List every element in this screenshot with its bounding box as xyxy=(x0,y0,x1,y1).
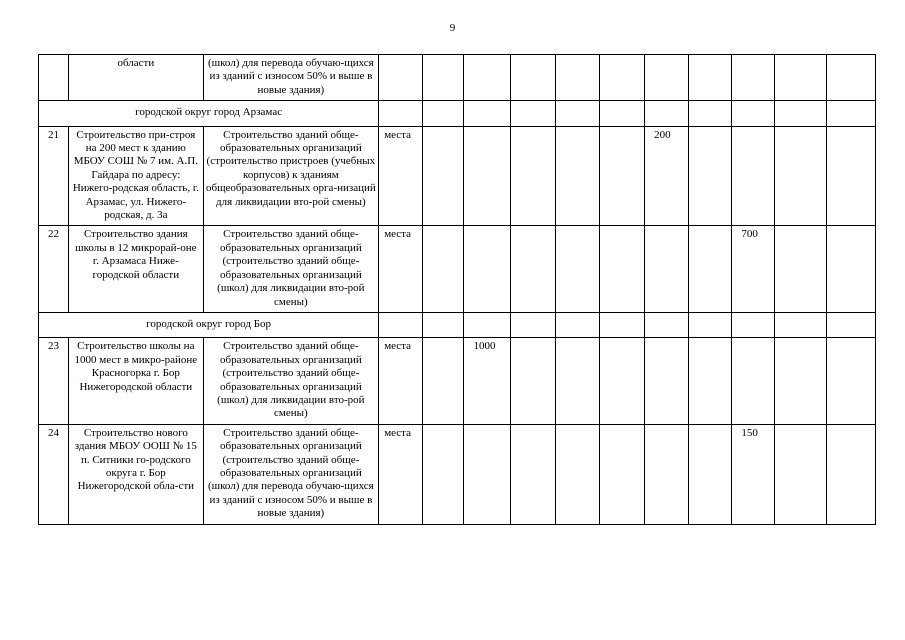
table-body xyxy=(39,55,876,525)
cell-value xyxy=(826,226,875,312)
cell-value xyxy=(689,338,732,424)
cell-direction: Строительство зданий обще-образовательных организаций (строительство зданий обще-образовательных организаций (школ) для ликвидации вто-рой смены) xyxy=(203,338,379,424)
cell-direction: Строительство зданий обще-образовательных организаций (строительство зданий обще-образовательных организаций (школ) для ликвидации вто-рой смены) xyxy=(203,226,379,312)
cell-value xyxy=(774,424,826,524)
cell-value xyxy=(732,338,774,424)
cell-value xyxy=(774,338,826,424)
cell-value xyxy=(599,126,644,226)
cell-value xyxy=(423,424,464,524)
cell-value xyxy=(826,424,875,524)
cell-unit: места xyxy=(379,126,423,226)
cell-value xyxy=(510,226,555,312)
cell-value xyxy=(555,338,599,424)
cell-direction: (школ) для перевода обучаю-щихся из зданий с износом 50% и выше в новые здания) xyxy=(203,55,379,101)
cell-value xyxy=(510,338,555,424)
cell-value xyxy=(423,226,464,312)
cell-object-name: Строительство нового здания МБОУ ООШ № 15 п. Ситники го-родского округа г. Бор Нижегородской обла-сти xyxy=(69,424,203,524)
continuation-row xyxy=(39,55,876,101)
cell-value xyxy=(464,424,510,524)
section-row xyxy=(39,101,876,126)
page-number: 9 xyxy=(449,22,456,34)
table-row xyxy=(39,226,876,312)
cell-value: 150 xyxy=(732,424,774,524)
cell-value xyxy=(645,338,689,424)
cell-value xyxy=(599,424,644,524)
cell-value xyxy=(510,424,555,524)
cell-num: 23 xyxy=(39,338,69,424)
cell-value: 700 xyxy=(732,226,774,312)
cell-value xyxy=(645,424,689,524)
cell-value xyxy=(423,126,464,226)
cell-object-name: Строительство школы на 1000 мест в микро-районе Красногорка г. Бор Нижегородской области xyxy=(69,338,203,424)
cell-value xyxy=(555,226,599,312)
cell-value xyxy=(689,424,732,524)
cell-unit: места xyxy=(379,226,423,312)
cell-direction: Строительство зданий обще-образовательных организаций (строительство зданий обще-образовательных организаций (школ) для перевода обучаю-щихся из зданий с износом 50% и выше в новые здания) xyxy=(203,424,379,524)
section-row xyxy=(39,312,876,337)
cell-value xyxy=(732,126,774,226)
cell-unit: места xyxy=(379,424,423,524)
cell-value xyxy=(774,126,826,226)
cell-num xyxy=(39,55,69,101)
cell-object-name: Строительство здания школы в 12 микрорай-оне г. Арзамаса Ниже-городской области xyxy=(69,226,203,312)
cell-num: 24 xyxy=(39,424,69,524)
section-title: городской округ город Арзамас xyxy=(39,101,379,126)
cell-direction: Строительство зданий обще-образовательных организаций (строительство пристроев (учебных корпусов) к зданиям общеобразовательных орга-низаций для ликвидации вто-рой смены) xyxy=(203,126,379,226)
cell-num: 22 xyxy=(39,226,69,312)
table-row xyxy=(39,126,876,226)
cell-value xyxy=(826,126,875,226)
table-row xyxy=(39,424,876,524)
cell-value xyxy=(599,338,644,424)
cell-value xyxy=(555,424,599,524)
cell-unit: места xyxy=(379,338,423,424)
cell-value: 200 xyxy=(645,126,689,226)
cell-num: 21 xyxy=(39,126,69,226)
section-title: городской округ город Бор xyxy=(39,312,379,337)
cell-value xyxy=(826,338,875,424)
cell-value xyxy=(464,126,510,226)
cell-value xyxy=(774,226,826,312)
cell-value xyxy=(510,126,555,226)
cell-value xyxy=(645,226,689,312)
cell-value: 1000 xyxy=(464,338,510,424)
investment-table xyxy=(38,54,876,525)
cell-object-name: области xyxy=(69,55,203,101)
table-row xyxy=(39,338,876,424)
cell-value xyxy=(555,126,599,226)
cell-value xyxy=(464,226,510,312)
cell-value xyxy=(689,226,732,312)
cell-object-name: Строительство при-строя на 200 мест к зданию МБОУ СОШ № 7 им. А.П. Гайдара по адресу: Нижего-родская область, г. Арзамас, ул. Нижего-родская, д. 3а xyxy=(69,126,203,226)
cell-value xyxy=(423,338,464,424)
cell-value xyxy=(599,226,644,312)
cell-value xyxy=(689,126,732,226)
